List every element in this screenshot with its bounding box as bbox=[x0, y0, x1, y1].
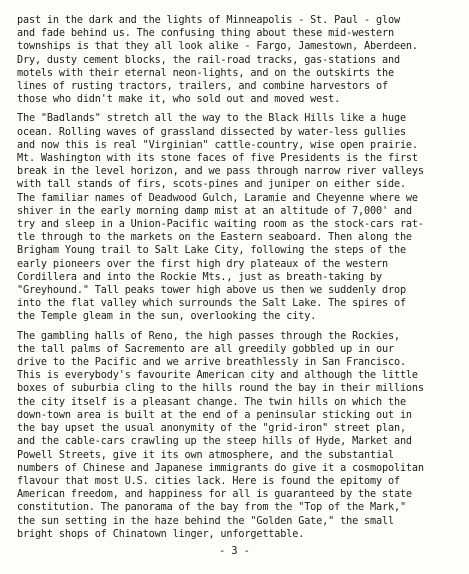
text-line: and now this is real "Virginian" cattle-country, wise open prairie. bbox=[17, 139, 418, 151]
text-line: those who didn't make it, who sold out and moved west. bbox=[17, 94, 341, 106]
text-line: flavour that most U.S. cities lack. Here is found the epitomy of bbox=[17, 475, 400, 487]
text-line: shiver in the early morning damp mist at an altitude of 7,000' and bbox=[17, 205, 412, 217]
text-line: townships is that they all look alike - Fargo, Jamestown, Aberdeen. bbox=[17, 41, 418, 53]
text-line: bright shops of Chinatown linger, unforgettable. bbox=[17, 528, 305, 540]
text-line: the Temple gleam in the sun, overlooking the city. bbox=[17, 311, 317, 323]
text-line: constitution. The panorama of the bay from the "Top of the Mark," bbox=[17, 502, 406, 514]
text-line: numbers of Chinese and Japanese immigrants do give it a cosmopolitan bbox=[17, 462, 424, 474]
text-line: try and sleep in a Union-Pacific waiting room as the stock-cars rat- bbox=[17, 219, 424, 231]
text-line: American freedom, and happiness for all is guaranteed by the state bbox=[17, 489, 412, 501]
text-line: Dry, dusty cement blocks, the rail-road tracks, gas-stations and bbox=[17, 54, 400, 66]
text-line: and the cable-cars crawling up the steep hills of Hyde, Market and bbox=[17, 436, 412, 448]
paragraph-1 bbox=[17, 14, 461, 106]
text-line: into the flat valley which surrounds the Salt Lake. The spires of bbox=[17, 298, 406, 310]
text-line: ocean. Rolling waves of grassland dissected by water-less gullies bbox=[17, 126, 406, 138]
text-line: the bay upset the usual anonymity of the "grid-iron" street plan, bbox=[17, 423, 406, 435]
text-line: The gambling halls of Reno, the high passes through the Rockies, bbox=[17, 330, 400, 342]
text-line: Powell Streets, give it its own atmosphere, and the substantial bbox=[17, 449, 394, 461]
text-line: "Greyhound." Tall peaks tower high above us then we suddenly drop bbox=[17, 285, 406, 297]
page-number: - 3 - bbox=[219, 546, 250, 557]
text-line: break in the level horizon, and we pass through narrow river valleys bbox=[17, 166, 424, 178]
text-line: The familiar names of Deadwood Gulch, Laramie and Cheyenne where we bbox=[17, 192, 418, 204]
text-line: the sun setting in the haze behind the "Golden Gate," the small bbox=[17, 515, 394, 527]
text-line: the city itself is a pleasant change. The twin hills on which the bbox=[17, 396, 406, 408]
text-line: lines of rusting tractors, trailers, and combine harvestors of bbox=[17, 81, 388, 93]
text-line: the tall palms of Sacremento are all greedily gobbled up in our bbox=[17, 343, 394, 355]
text-line: motels with their eternal neon-lights, and on the outskirts the bbox=[17, 67, 394, 79]
text-line: down-town area is built at the end of a peninsular sticking out in bbox=[17, 409, 412, 421]
text-line: past in the dark and the lights of Minneapolis - St. Paul - glow bbox=[17, 15, 400, 26]
text-line: with tall stands of firs, scots-pines and juniper on either side. bbox=[17, 179, 406, 191]
document-body bbox=[17, 14, 461, 547]
text-line: Mt. Washington with its stone faces of five Presidents is the first bbox=[17, 153, 418, 165]
paragraph-2 bbox=[17, 112, 461, 323]
text-line: boxes of suburbia cling to the hills round the bay in their millions bbox=[17, 383, 424, 395]
text-line: The "Badlands" stretch all the way to the Black Hills like a huge bbox=[17, 113, 406, 125]
text-line: early pioneers over the first high dry plateaux of the western bbox=[17, 258, 388, 270]
text-line: Cordillera and into the Rockie Mts., just as breath-taking by bbox=[17, 271, 382, 283]
text-line: and fade behind us. The confusing thing about these mid-western bbox=[17, 28, 394, 40]
text-line: Brigham Young trail to Salt Lake City, following the steps of the bbox=[17, 245, 406, 257]
paragraph-3 bbox=[17, 330, 461, 541]
text-line: tle through to the markets on the Eastern seaboard. Then along the bbox=[17, 232, 412, 244]
text-line: This is everybody's favourite American city and although the little bbox=[17, 370, 418, 382]
text-line: drive to the Pacific and we arrive breathlessly in San Francisco. bbox=[17, 357, 406, 369]
